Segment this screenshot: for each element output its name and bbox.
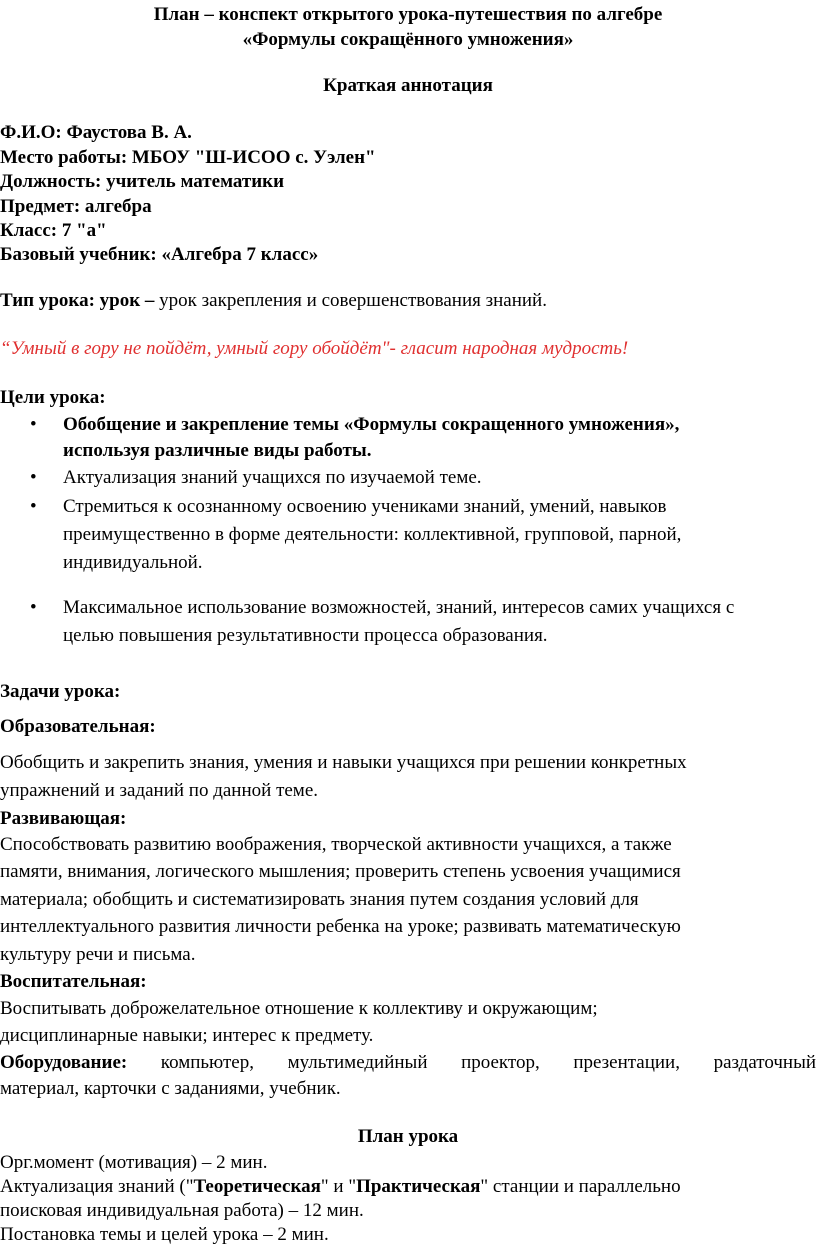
developing-line4: интеллектуального развития личности ребенка на уроке; развивать математическую <box>0 916 681 937</box>
plan-item-2-part: Актуализация знаний (" <box>0 1176 194 1197</box>
job-position: Должность: учитель математики <box>0 171 285 192</box>
plan-item-2-line2: поисковая индивидуальная работа) – 12 мин. <box>0 1200 364 1221</box>
goal-2-line1: Актуализация знаний учащихся по изучаемой теме. <box>63 467 482 488</box>
equipment-line1 <box>0 1052 816 1074</box>
goal-3-line2: преимущественно в форме деятельности: коллективной, групповой, парной, <box>63 524 682 545</box>
equipment-line2: материал, карточки с заданиями, учебник. <box>0 1078 341 1099</box>
equipment-label: Оборудование: <box>0 1052 128 1073</box>
equipment-word: раздаточный <box>713 1052 816 1073</box>
doc-title-line1: План – конспект открытого урока-путешествия по алгебре <box>153 4 663 25</box>
lesson-type-value: урок закрепления и совершенствования знаний. <box>159 290 547 311</box>
tasks-heading: Задачи урока: <box>0 681 121 702</box>
bullet-icon: • <box>30 467 37 488</box>
plan-item-1: Орг.момент (мотивация) – 2 мин. <box>0 1152 268 1173</box>
bullet-icon: • <box>30 414 37 435</box>
plan-item-2 <box>0 1176 681 1198</box>
developing-line2: памяти, внимания, логического мышления; проверить степень усвоения учащимися <box>0 861 681 882</box>
class: Класс: 7 "а" <box>0 220 107 241</box>
plan-item-3: Постановка темы и целей урока – 2 мин. <box>0 1224 329 1245</box>
goal-4-line1: Максимальное использование возможностей, знаний, интересов самих учащихся с <box>63 597 735 618</box>
equipment-word: мультимедийный <box>287 1052 428 1073</box>
plan-item-2-part: " и " <box>320 1176 357 1197</box>
developing-line3: материала; обобщить и систематизировать знания путем создания условий для <box>0 889 639 910</box>
bullet-icon: • <box>30 597 37 618</box>
goal-4-line2: целью повышения результативности процесса образования. <box>63 625 548 646</box>
goal-3-line1: Стремиться к осознанному освоению учениками знаний, умений, навыков <box>63 496 667 517</box>
equipment-word: проектор, <box>461 1052 540 1073</box>
plan-item-2-bold: Теоретическая <box>193 1176 321 1197</box>
annotation-heading: Краткая аннотация <box>323 75 493 96</box>
subject: Предмет: алгебра <box>0 196 152 217</box>
upbringing-line1: Воспитывать доброжелательное отношение к коллективу и окружающим; <box>0 998 598 1019</box>
educational-heading: Образовательная: <box>0 716 156 737</box>
developing-heading: Развивающая: <box>0 808 127 829</box>
goals-heading: Цели урока: <box>0 387 106 408</box>
lesson-type-label: Тип урока: урок – <box>0 290 160 311</box>
upbringing-line2: дисциплинарные навыки; интерес к предмету. <box>0 1025 374 1046</box>
plan-item-2-part: " станции и параллельно <box>480 1176 681 1197</box>
developing-line1: Способствовать развитию воображения, творческой активности учащихся, а также <box>0 834 672 855</box>
author-name: Ф.И.О: Фаустова В. А. <box>0 122 192 143</box>
developing-line5: культуру речи и письма. <box>0 944 196 965</box>
upbringing-heading: Воспитательная: <box>0 971 147 992</box>
educational-line2: упражнений и заданий по данной теме. <box>0 780 319 801</box>
equipment-word: компьютер, <box>160 1052 254 1073</box>
goal-1-line1: Обобщение и закрепление темы «Формулы сокращенного умножения», <box>63 414 680 435</box>
bullet-icon: • <box>30 496 37 517</box>
goal-3-line3: индивидуальной. <box>63 552 203 573</box>
lesson-type <box>0 290 547 312</box>
workplace: Место работы: МБОУ "Ш-ИСОО с. Уэлен" <box>0 147 376 168</box>
plan-heading: План урока <box>357 1126 459 1147</box>
goal-1-line2: используя различные виды работы. <box>63 440 372 461</box>
folk-quote: “Умный в гору не пойдёт, умный гору обойдёт"- гласит народная мудрость! <box>0 338 629 359</box>
textbook: Базовый учебник: «Алгебра 7 класс» <box>0 244 319 265</box>
equipment-word: презентации, <box>573 1052 680 1073</box>
doc-title-line2: «Формулы сокращённого умножения» <box>242 29 574 50</box>
educational-line1: Обобщить и закрепить знания, умения и навыки учащихся при решении конкретных <box>0 752 687 773</box>
plan-item-2-bold: Практическая <box>356 1176 481 1197</box>
